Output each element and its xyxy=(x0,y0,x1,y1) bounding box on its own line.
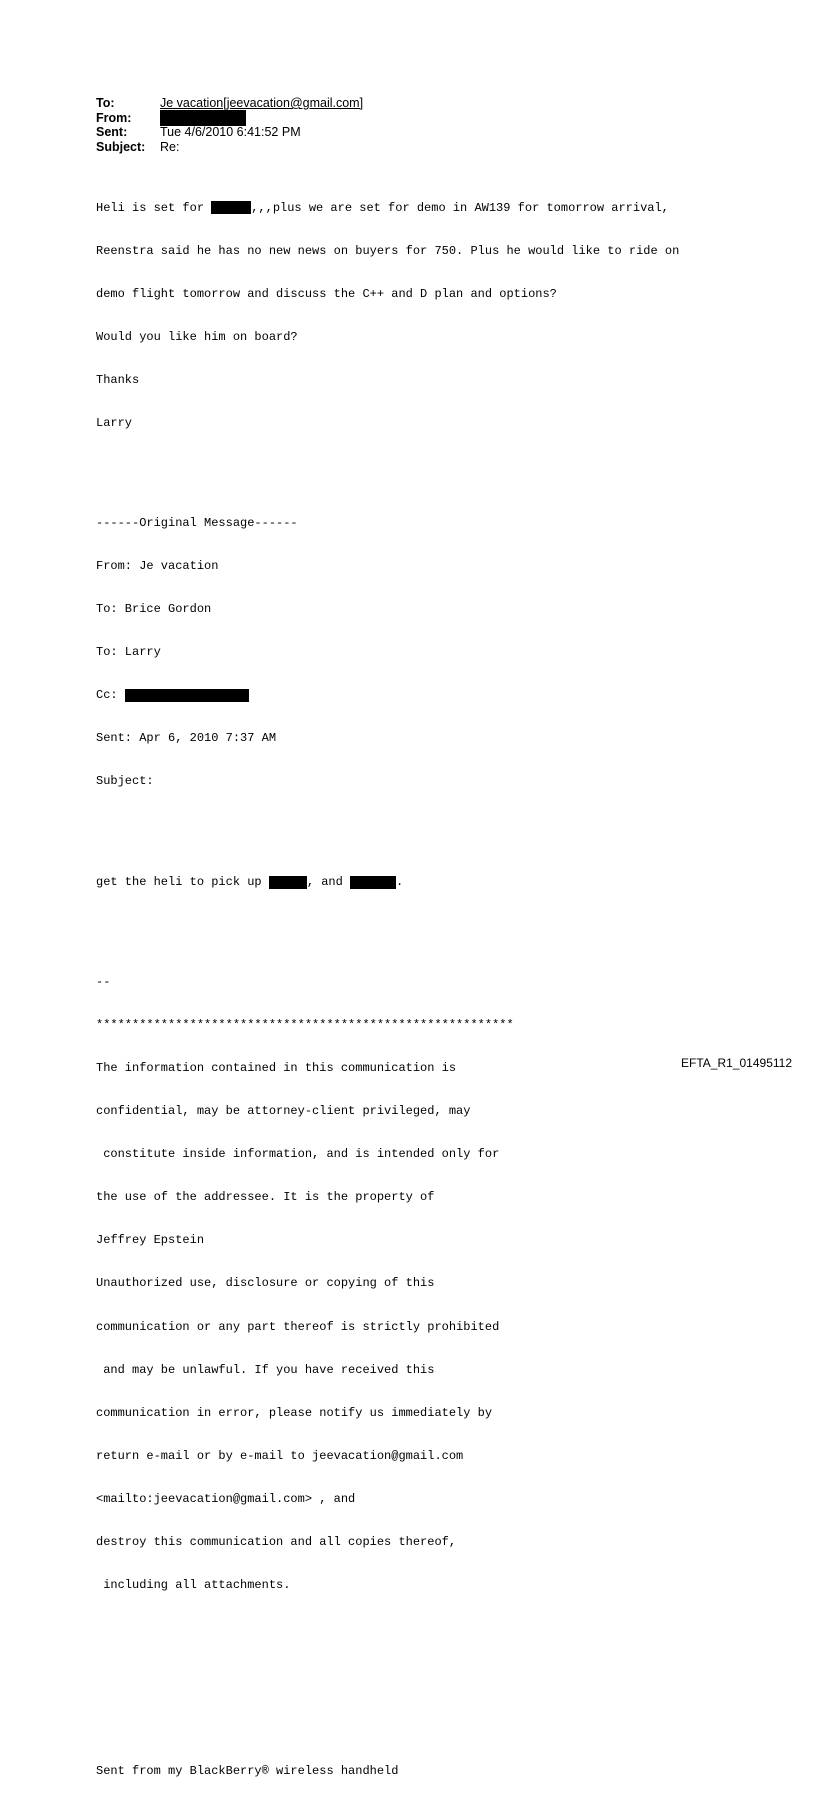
document-id: EFTA_R1_01495112 xyxy=(681,1056,792,1070)
disclaimer-line: <mailto:jeevacation@gmail.com> , and xyxy=(96,1491,356,1506)
redaction xyxy=(350,876,396,889)
subject-value: Re: xyxy=(160,139,180,154)
subject-label: Subject: xyxy=(96,139,146,154)
original-sent: Sent: Apr 6, 2010 7:37 AM xyxy=(96,731,277,746)
disclaimer-line: confidential, may be attorney-client privileged, may xyxy=(96,1104,471,1119)
original-to-2: To: Larry xyxy=(96,645,161,660)
sent-label: Sent: xyxy=(96,125,128,139)
spacer xyxy=(96,1707,679,1721)
from-row xyxy=(96,111,363,126)
disclaimer-line: Jeffrey Epstein xyxy=(96,1233,205,1248)
spacer xyxy=(96,918,679,932)
sent-value: Tue 4/6/2010 6:41:52 PM xyxy=(160,125,301,139)
original-cc xyxy=(96,688,679,702)
redaction xyxy=(211,201,251,214)
disclaimer-line: including all attachments. xyxy=(96,1577,291,1592)
from-redaction xyxy=(160,110,246,126)
original-separator: ------Original Message------ xyxy=(96,516,298,531)
reply-line-5: Thanks xyxy=(96,372,140,387)
disclaimer-line: communication in error, please notify us immediately by xyxy=(96,1405,493,1420)
disclaimer-dashes: -- xyxy=(96,975,111,990)
cc-redaction xyxy=(125,689,249,702)
disclaimer-line: return e-mail or by e-mail to jeevacation@gmail.com xyxy=(96,1448,464,1463)
disclaimer-line: constitute inside information, and is intended only for xyxy=(96,1147,500,1162)
spacer xyxy=(96,1621,679,1635)
disclaimer-line: the use of the addressee. It is the property of xyxy=(96,1190,435,1205)
spacer xyxy=(96,459,679,473)
reply-line-2: Reenstra said he has no new news on buyers for 750. Plus he would like to ride on xyxy=(96,243,680,258)
original-body xyxy=(96,875,679,889)
reply-line-3: demo flight tomorrow and discuss the C++ and D plan and options? xyxy=(96,286,557,301)
redaction xyxy=(269,876,307,889)
disclaimer-line: destroy this communication and all copies thereof, xyxy=(96,1534,457,1549)
cc-label: Cc: xyxy=(96,688,125,703)
original-text: , and xyxy=(306,874,351,889)
disclaimer-line: communication or any part thereof is strictly prohibited xyxy=(96,1319,500,1334)
original-text: . xyxy=(396,874,404,889)
signature: Sent from my BlackBerry® wireless handheld xyxy=(96,1764,399,1779)
email-header xyxy=(96,96,363,154)
to-value[interactable]: Je vacation[jeevacation@gmail.com] xyxy=(160,96,364,110)
subject-row xyxy=(96,140,363,155)
disclaimer-line: and may be unlawful. If you have received this xyxy=(96,1362,435,1377)
reply-line-4: Would you like him on board? xyxy=(96,329,298,344)
original-text: get the heli to pick up xyxy=(96,874,269,889)
to-row xyxy=(96,96,363,111)
disclaimer-stars: ********************************************************** xyxy=(96,1018,514,1033)
reply-text: ,,,plus we are set for demo in AW139 for tomorrow arrival, xyxy=(251,200,669,215)
from-label: From: xyxy=(96,110,132,125)
disclaimer-line: The information contained in this communication is xyxy=(96,1061,457,1076)
reply-text: Heli is set for xyxy=(96,200,212,215)
to-label: To: xyxy=(96,96,115,110)
reply-line-6: Larry xyxy=(96,415,133,430)
spacer xyxy=(96,817,679,831)
sent-row xyxy=(96,125,363,140)
disclaimer-line: Unauthorized use, disclosure or copying of this xyxy=(96,1276,435,1291)
original-to-1: To: Brice Gordon xyxy=(96,602,212,617)
email-body xyxy=(96,172,679,1793)
original-subject: Subject: xyxy=(96,774,154,789)
original-from: From: Je vacation xyxy=(96,559,219,574)
reply-line-1 xyxy=(96,201,679,215)
spacer xyxy=(96,1664,679,1678)
